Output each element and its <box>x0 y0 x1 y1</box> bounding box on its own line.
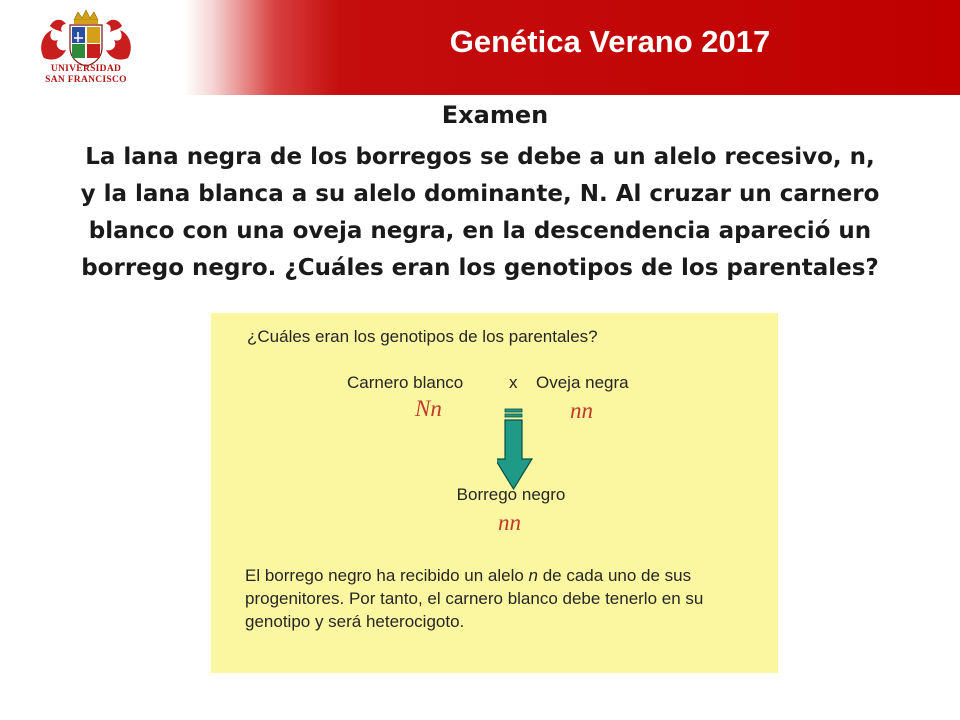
parent2-label: Oveja negra <box>536 373 629 392</box>
offspring-label: Borrego negro <box>456 485 566 504</box>
genetics-diagram-box <box>211 313 778 673</box>
parent1-genotype: Nn <box>415 396 442 421</box>
cross-symbol: x <box>509 373 518 392</box>
diagram-question: ¿Cuáles eran los genotipos de los parentales? <box>247 327 598 346</box>
parent1-label: Carnero blanco <box>347 373 464 392</box>
exam-subtitle: Examen <box>441 101 549 129</box>
parent2-genotype: nn <box>570 398 593 423</box>
explanation-allele: n <box>528 566 538 585</box>
offspring-genotype: nn <box>498 510 521 535</box>
slide-title: Genética Verano 2017 <box>449 24 771 59</box>
explanation-part1: El borrego negro ha recibido un alelo <box>245 566 529 585</box>
down-arrow-icon <box>497 405 541 493</box>
problem-statement: La lana negra de los borregos se debe a un alelo recesivo, n, y la lana blanca a su alelo dominante, N. Al cruzar un carnero blanco con una oveja negra, en la descendencia apareció un borrego negro. ¿Cuáles eran los genotipos de los parentales? <box>80 144 880 281</box>
university-name <box>36 64 136 86</box>
explanation-part2: de cada uno de sus progenitores. Por tanto, el carnero blanco debe tenerlo en su genotipo y será heterocigoto. <box>245 566 704 631</box>
university-name-line1: UNIVERSIDAD <box>50 64 122 74</box>
explanation-text <box>245 564 765 633</box>
university-name-line2: SAN FRANCISCO <box>45 75 127 85</box>
